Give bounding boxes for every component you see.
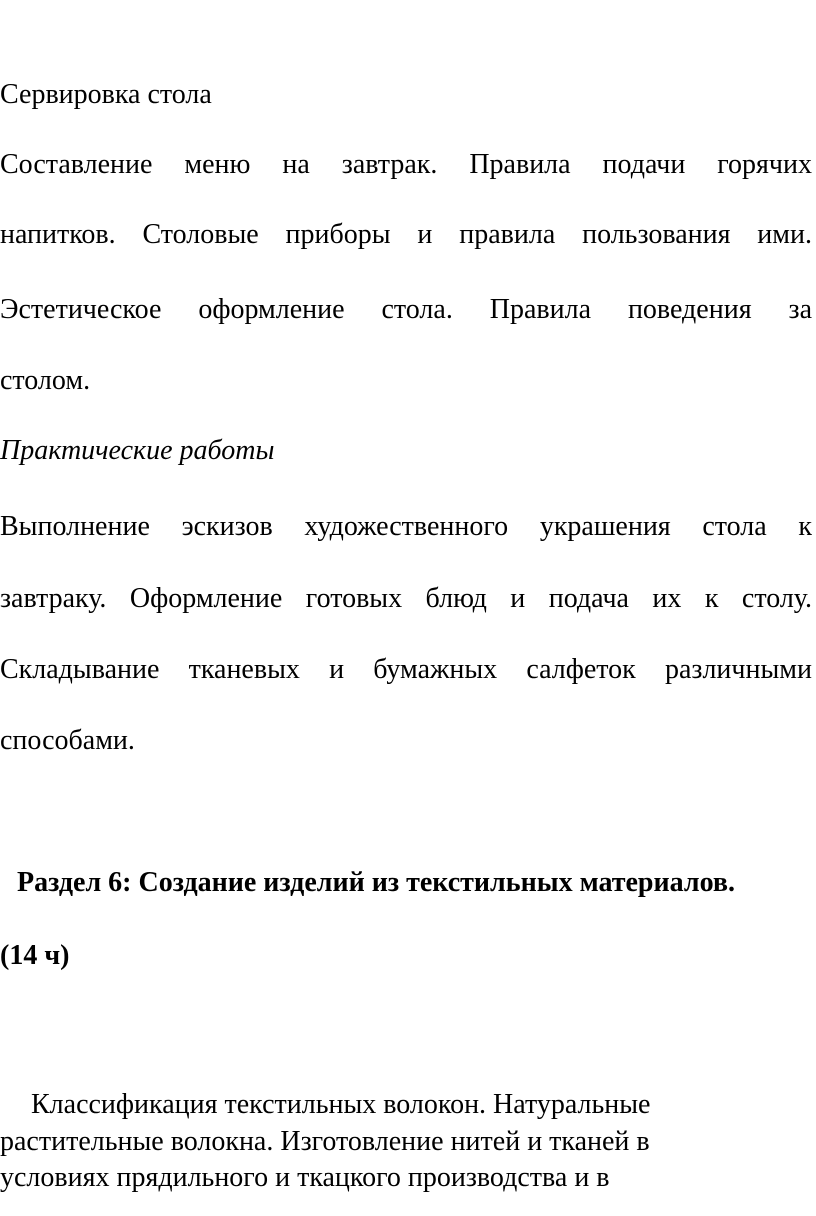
paragraph-line: напитков. Столовые приборы и правила пользования ими. bbox=[0, 219, 812, 250]
paragraph-line: условиях прядильного и ткацкого производства и в bbox=[0, 1162, 610, 1193]
paragraph-line: Классификация текстильных волокон. Натуральные bbox=[31, 1089, 651, 1120]
practical-heading: Практические работы bbox=[0, 435, 275, 466]
paragraph-line: Выполнение эскизов художественного украшения стола к bbox=[0, 511, 812, 542]
section-title: Сервировка стола bbox=[0, 79, 212, 110]
paragraph-line: столом. bbox=[0, 365, 91, 396]
paragraph-line: Складывание тканевых и бумажных салфеток различными bbox=[0, 654, 812, 685]
paragraph-line: завтраку. Оформление готовых блюд и подача их к столу. bbox=[0, 583, 812, 614]
paragraph-line: Эстетическое оформление стола. Правила поведения за bbox=[0, 294, 812, 325]
chapter-heading: Раздел 6: Создание изделий из текстильных материалов. bbox=[17, 867, 735, 898]
chapter-hours: (14 ч) bbox=[0, 940, 70, 971]
paragraph-line: способами. bbox=[0, 725, 135, 756]
paragraph-line: Составление меню на завтрак. Правила подачи горячих bbox=[0, 149, 812, 180]
paragraph-line: растительные волокна. Изготовление нитей и тканей в bbox=[0, 1126, 650, 1157]
